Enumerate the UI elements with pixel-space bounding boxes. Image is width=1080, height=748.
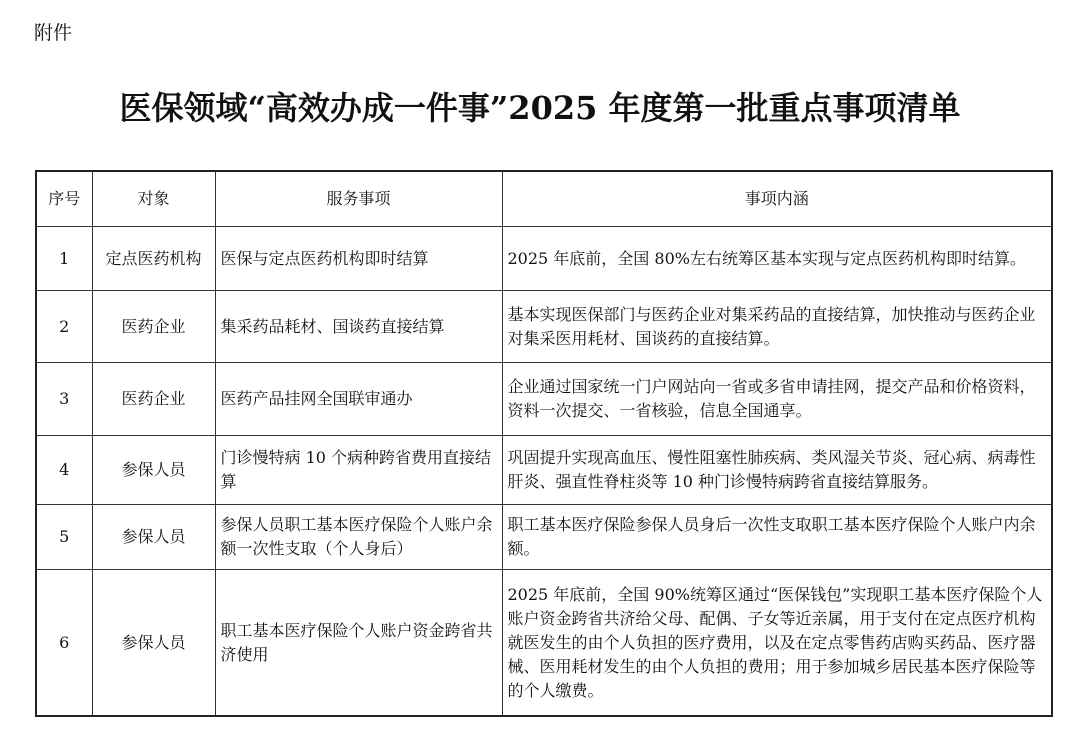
cell-service: 医药产品挂网全国联审通办 [215,363,502,436]
table-row [36,505,1052,570]
header-service: 服务事项 [215,171,502,227]
cell-content: 2025 年底前，全国 90%统筹区通过“医保钱包”实现职工基本医疗保险个人账户资金跨省共济给父母、配偶、子女等近亲属，用于支付在定点医疗机构就医发生的由个人负担的医疗费用，以及在定点零售药店购买药品、医疗器械、医用耗材发生的由个人负担的费用；用于参加城乡居民基本医疗保险等的个人缴费。 [502,570,1052,717]
cell-content: 企业通过国家统一门户网站向一省或多省申请挂网，提交产品和价格资料，资料一次提交、一省核验，信息全国通享。 [502,363,1052,436]
cell-number: 4 [36,436,92,505]
cell-target: 医药企业 [92,291,215,363]
cell-service: 集采药品耗材、国谈药直接结算 [215,291,502,363]
cell-target: 参保人员 [92,505,215,570]
header-content: 事项内涵 [502,171,1052,227]
cell-number: 3 [36,363,92,436]
cell-service: 职工基本医疗保险个人账户资金跨省共济使用 [215,570,502,717]
header-number: 序号 [36,171,92,227]
cell-content: 巩固提升实现高血压、慢性阻塞性肺疾病、类风湿关节炎、冠心病、病毒性肝炎、强直性脊柱炎等 10 种门诊慢特病跨省直接结算服务。 [502,436,1052,505]
table-row [36,570,1052,717]
cell-target: 定点医药机构 [92,227,215,291]
cell-target: 医药企业 [92,363,215,436]
cell-target: 参保人员 [92,436,215,505]
table-header-row [36,171,1052,227]
cell-number: 6 [36,570,92,717]
header-target: 对象 [92,171,215,227]
table-row [36,291,1052,363]
table-row [36,363,1052,436]
cell-service: 参保人员职工基本医疗保险个人账户余额一次性支取（个人身后） [215,505,502,570]
cell-number: 1 [36,227,92,291]
cell-service: 门诊慢特病 10 个病种跨省费用直接结算 [215,436,502,505]
cell-target: 参保人员 [92,570,215,717]
cell-service: 医保与定点医药机构即时结算 [215,227,502,291]
cell-content: 职工基本医疗保险参保人员身后一次性支取职工基本医疗保险个人账户内余额。 [502,505,1052,570]
table-row [36,436,1052,505]
key-items-table [35,170,1053,717]
table-row [36,227,1052,291]
cell-number: 2 [36,291,92,363]
cell-number: 5 [36,505,92,570]
attachment-label: 附件 [34,22,73,44]
document-title: 医保领域“高效办成一件事”2025 年度第一批重点事项清单 [119,89,961,127]
cell-content: 基本实现医保部门与医药企业对集采药品的直接结算，加快推动与医药企业对集采医用耗材、国谈药的直接结算。 [502,291,1052,363]
cell-content: 2025 年底前，全国 80%左右统筹区基本实现与定点医药机构即时结算。 [502,227,1052,291]
